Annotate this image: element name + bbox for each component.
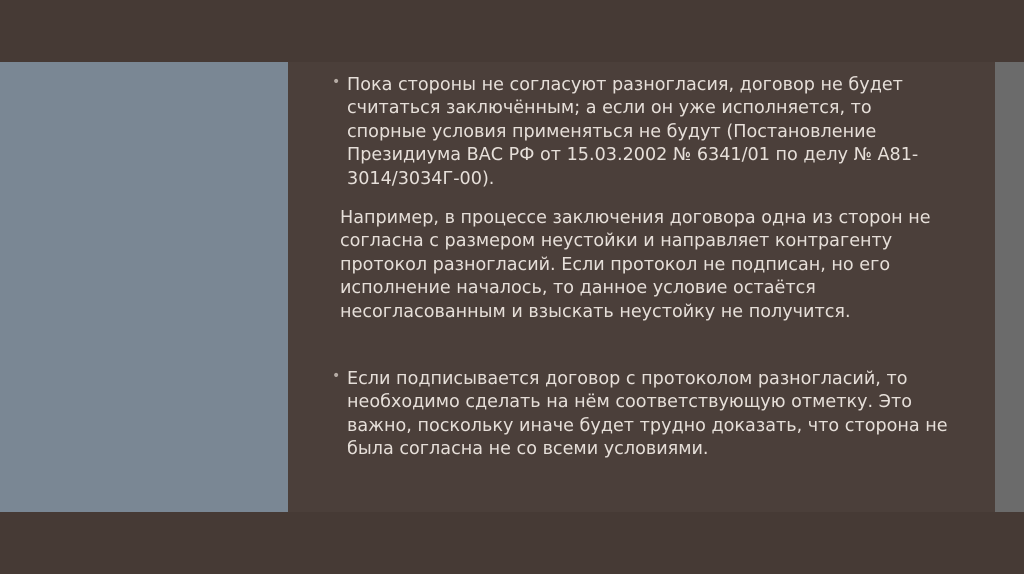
paragraph-text: Если подписывается договор с протоколом разногласий, то необходимо сделать на нём соответствующую отметку. Это важно, поскольку иначе будет трудно доказать, что сторона не была согласна не со всеми условиями.: [347, 369, 948, 460]
image-panel: [0, 62, 288, 512]
bullet-icon: •: [332, 74, 341, 90]
side-accent-strip: [995, 62, 1024, 512]
bullet-paragraph-2: [332, 368, 952, 462]
paragraph-text: Пока стороны не согласуют разногласия, договор не будет считаться заключённым; а если он уже исполняется, то спорные условия применяться не будут (Постановление Президиума ВАС РФ от 15.03.2002 № 6341/01 по делу № А81-3014/3034Г-00).: [347, 75, 919, 189]
bullet-paragraph-1: [332, 74, 952, 191]
text-content: [332, 74, 952, 462]
example-paragraph: Например, в процессе заключения договора одна из сторон не согласна с размером неустойки и направляет контрагенту протокол разногласий. Если протокол не подписан, но его исполнение началось, то данное условие остаётся несогласованным и взыскать неустойку не получится.: [340, 208, 931, 322]
bullet-icon: •: [332, 368, 341, 385]
